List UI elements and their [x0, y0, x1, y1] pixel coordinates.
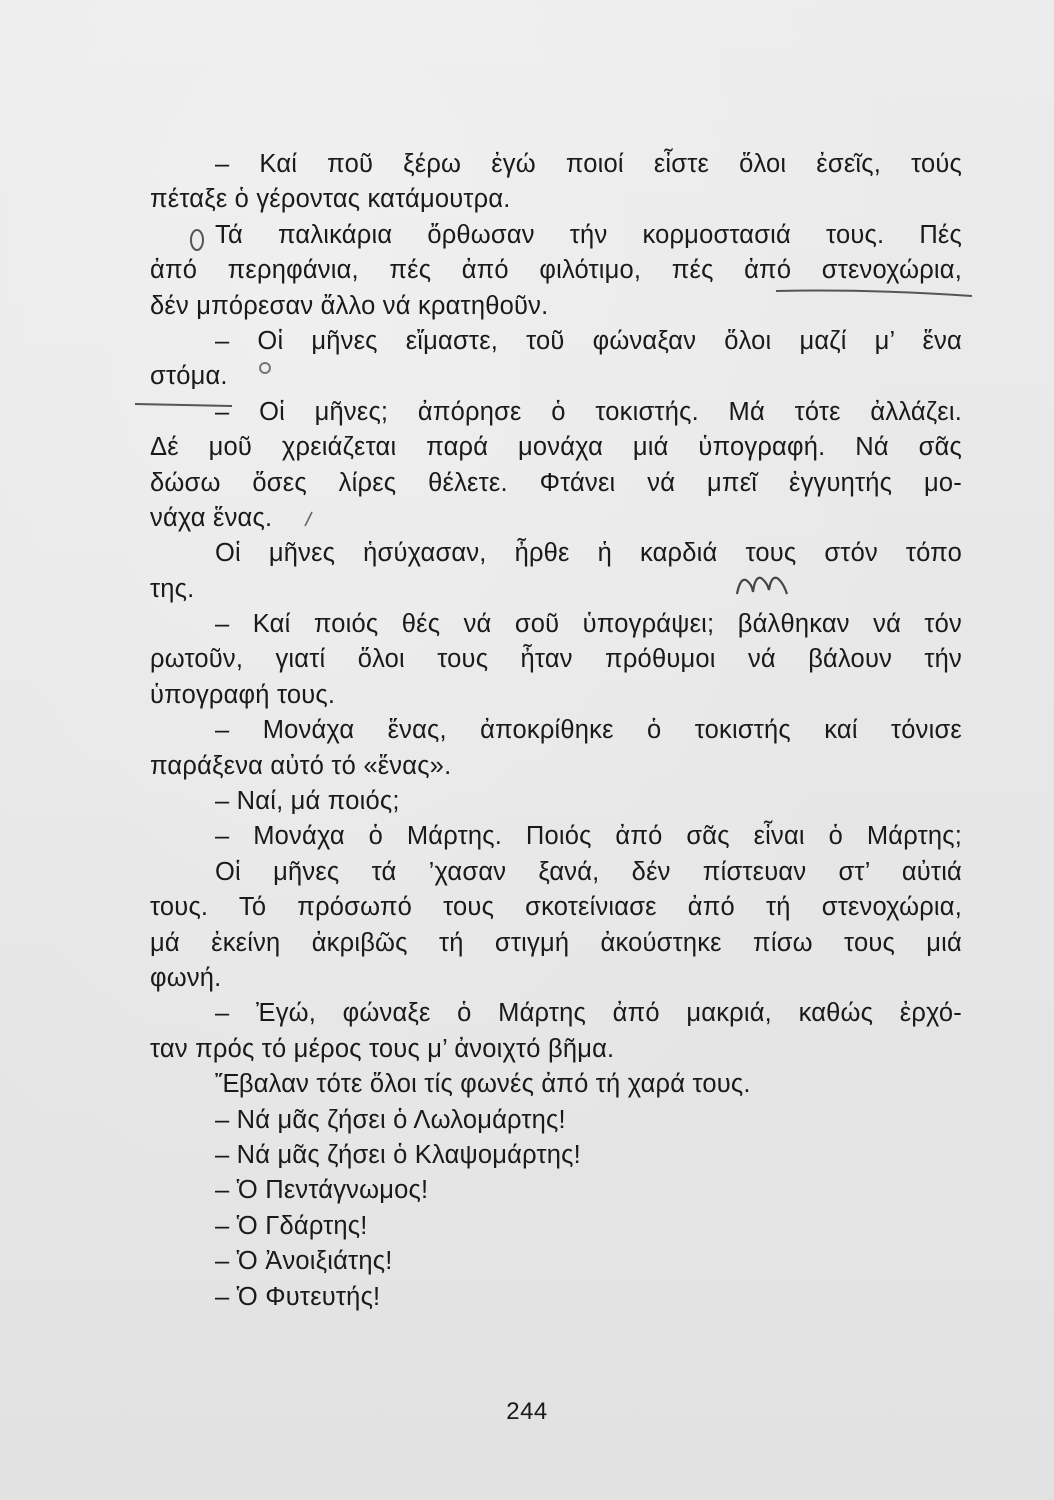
text-line-18: παράξενα αὐτό τό «ἕνας».: [150, 751, 452, 780]
body-text: [150, 147, 962, 1315]
text-line-7: στόμα.: [150, 362, 228, 391]
text-line-17: – Μονάχα ἕνας, ἀποκρίθηκε ὁ τοκιστής καί τόνισε: [215, 716, 962, 745]
text-line-2: πέταξε ὁ γέροντας κατάμουτρα.: [150, 185, 511, 214]
text-line-5: δέν μπόρεσαν ἄλλο νά κρατηθοῦν.: [150, 291, 549, 320]
text-line-19: – Ναί, μά ποιός;: [215, 787, 400, 816]
text-line-10: δώσω ὅσες λίρες θέλετε. Φτάνει νά μπεῖ ἐγγυητής μο-: [150, 468, 962, 497]
text-line-13: της.: [150, 574, 195, 603]
text-line-20: – Μονάχα ὁ Μάρτης. Ποιός ἀπό σᾶς εἶναι ὁ Μάρτης;: [215, 822, 962, 851]
text-line-33: – Ὁ Φυτευτής!: [215, 1282, 381, 1311]
text-line-8: – Οἱ μῆνες; ἀπόρησε ὁ τοκιστής. Μά τότε ἀλλάζει.: [215, 397, 962, 426]
text-line-11: νάχα ἕνας.: [150, 503, 273, 532]
text-line-22: τους. Τό πρόσωπό τους σκοτείνιασε ἀπό τή στενοχώρια,: [150, 893, 962, 922]
text-line-9: Δέ μοῦ χρειάζεται παρά μονάχα μιά ὑπογραφή. Νά σᾶς: [150, 433, 962, 462]
text-line-4: ἀπό περηφάνια, πές ἀπό φιλότιμο, πές ἀπό στενοχώρια,: [150, 256, 962, 285]
text-line-26: ταν πρός τό μέρος τους μ’ ἀνοιχτό βῆμα.: [150, 1034, 615, 1063]
text-line-14: – Καί ποιός θές νά σοῦ ὑπογράψει; βάλθηκαν νά τόν: [215, 610, 962, 639]
page-number: 244: [506, 1398, 548, 1425]
text-line-3: Τά παλικάρια ὄρθωσαν τήν κορμοστασιά τους. Πές: [215, 220, 962, 249]
text-line-16: ὑπογραφή τους.: [150, 680, 336, 709]
text-line-25: – Ἐγώ, φώναξε ὁ Μάρτης ἀπό μακριά, καθώς ἐρχό-: [215, 999, 962, 1028]
text-line-32: – Ὁ Ἀνοιξιάτης!: [215, 1247, 393, 1276]
text-line-21: Οἱ μῆνες τά ’χασαν ξανά, δέν πίστευαν στ’ αὐτιά: [215, 857, 962, 886]
text-line-30: – Ὁ Πεντάγνωμος!: [215, 1176, 429, 1205]
text-line-6: – Οἱ μῆνες εἴμαστε, τοῦ φώναξαν ὅλοι μαζί μ’ ἕνα: [215, 326, 962, 355]
text-line-24: φωνή.: [150, 963, 222, 992]
text-line-15: ρωτοῦν, γιατί ὅλοι τους ἦταν πρόθυμοι νά βάλουν τήν: [150, 645, 962, 674]
text-line-29: – Νά μᾶς ζήσει ὁ Κλαψομάρτης!: [215, 1140, 581, 1169]
text-line-12: Οἱ μῆνες ἡσύχασαν, ἦρθε ἡ καρδιά τους στόν τόπο: [215, 539, 962, 568]
text-line-31: – Ὁ Γδάρτης!: [215, 1211, 368, 1240]
text-line-1: – Καί ποῦ ξέρω ἐγώ ποιοί εἶστε ὅλοι ἐσεῖς, τούς: [215, 150, 962, 178]
text-line-28: – Νά μᾶς ζήσει ὁ Λωλομάρτης!: [215, 1105, 566, 1134]
text-line-23: μά ἐκείνη ἀκριβῶς τή στιγμή ἀκούστηκε πίσω τους μιά: [150, 928, 962, 957]
text-line-27: Ἔβαλαν τότε ὅλοι τίς φωνές ἀπό τή χαρά τους.: [215, 1070, 751, 1099]
